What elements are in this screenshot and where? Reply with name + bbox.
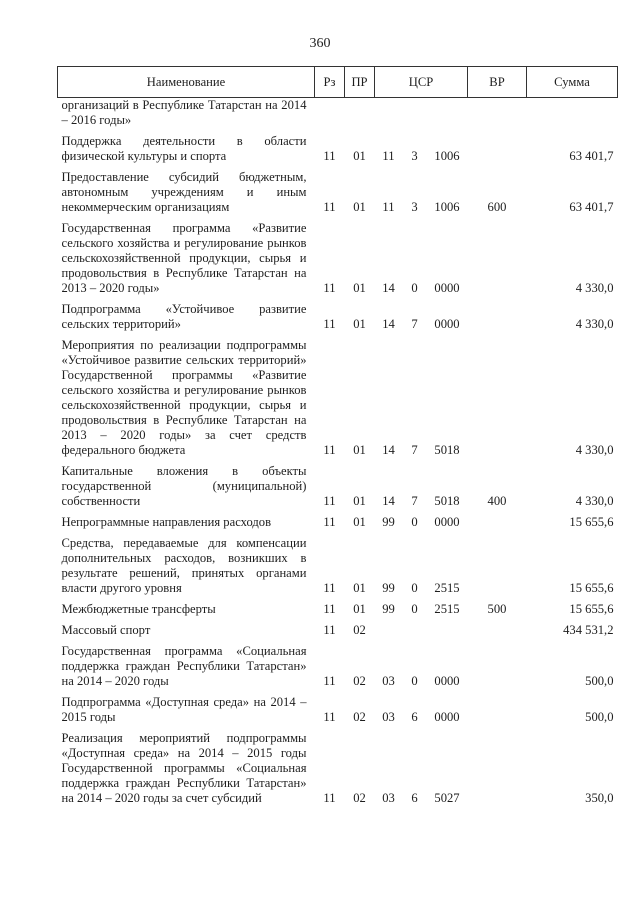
cell-pr: 01 [353, 443, 366, 457]
cell-name: Поддержка деятельности в области физической культуры и спорта [61, 134, 307, 163]
cell-c3: 0000 [434, 317, 460, 331]
cell-c2 [403, 617, 427, 638]
cell-c2: 7 [411, 494, 418, 508]
table-row [58, 458, 618, 509]
cell-name: Средства, передаваемые для компенсации дополнительных расходов, возникших в результате решений, принятых органами власти другого уровня [61, 536, 307, 595]
header-name: Наименование [58, 67, 315, 98]
cell-c1 [375, 617, 403, 638]
cell-name: Реализация мероприятий подпрограммы «Доступная среда» на 2014 – 2015 годы Государственной программы «Социальная поддержка граждан Республики Татарстан» на 2014 – 2020 годы за счет субсидий [61, 731, 307, 805]
cell-vr [468, 215, 527, 296]
cell-pr: 01 [353, 281, 366, 295]
cell-rz: 11 [323, 149, 336, 163]
cell-c3: 0000 [434, 710, 460, 724]
cell-c2: 3 [411, 200, 418, 214]
cell-c1 [375, 98, 403, 129]
cell-sum: 4 330,0 [575, 494, 614, 508]
cell-rz [315, 98, 345, 129]
cell-vr [468, 509, 527, 530]
table-row [58, 530, 618, 596]
cell-sum: 63 401,7 [569, 200, 614, 214]
cell-c2: 0 [411, 515, 418, 529]
cell-rz: 11 [323, 623, 336, 637]
table-row [58, 215, 618, 296]
cell-name: Капитальные вложения в объекты государственной (муниципальной) собственности [61, 464, 307, 508]
cell-c2: 0 [411, 674, 418, 688]
cell-c3 [427, 98, 468, 129]
cell-sum: 63 401,7 [569, 149, 614, 163]
cell-c3: 2515 [434, 581, 460, 595]
header-sum: Сумма [527, 67, 618, 98]
cell-sum: 15 655,6 [569, 602, 614, 616]
cell-c3: 0000 [434, 281, 460, 295]
cell-vr: 500 [487, 602, 507, 616]
cell-pr: 01 [353, 515, 366, 529]
cell-c3: 1006 [434, 200, 460, 214]
cell-name: Подпрограмма «Устойчивое развитие сельских территорий» [61, 302, 307, 331]
cell-vr [468, 530, 527, 596]
table-row [58, 617, 618, 638]
cell-c1: 14 [382, 494, 395, 508]
table-row [58, 596, 618, 617]
cell-name: Государственная программа «Развитие сельского хозяйства и регулирование рынков сельскохозяйственной продукции, сырья и продовольствия в Республике Татарстан на 2013 – 2020 годы» [61, 221, 307, 295]
cell-pr: 02 [353, 674, 366, 688]
cell-rz: 11 [323, 443, 336, 457]
cell-c3 [427, 617, 468, 638]
cell-c2: 7 [411, 443, 418, 457]
cell-pr: 01 [353, 494, 366, 508]
cell-c2: 3 [411, 149, 418, 163]
table-row [58, 98, 618, 129]
cell-sum: 15 655,6 [569, 515, 614, 529]
cell-c3: 5027 [434, 791, 460, 805]
cell-rz: 11 [323, 494, 336, 508]
cell-name: Государственная программа «Социальная поддержка граждан Республики Татарстан» на 2014 – 2020 годы [61, 644, 307, 688]
table-row [58, 638, 618, 689]
cell-c1: 11 [382, 149, 395, 163]
cell-vr [468, 638, 527, 689]
cell-rz: 11 [323, 200, 336, 214]
cell-vr: 600 [487, 200, 507, 214]
cell-vr: 400 [487, 494, 507, 508]
cell-pr: 02 [353, 623, 366, 637]
cell-name: Подпрограмма «Доступная среда» на 2014 – 2015 годы [61, 695, 307, 724]
cell-name: Непрограммные направления расходов [61, 515, 272, 529]
cell-rz: 11 [323, 317, 336, 331]
table-row [58, 128, 618, 164]
cell-sum: 4 330,0 [575, 317, 614, 331]
cell-rz: 11 [323, 602, 336, 616]
cell-c2: 0 [411, 602, 418, 616]
cell-sum: 350,0 [585, 791, 614, 805]
cell-pr: 01 [353, 149, 366, 163]
table-body [58, 98, 618, 807]
cell-c2: 0 [411, 281, 418, 295]
table-row [58, 725, 618, 806]
header-csr: ЦСР [375, 67, 468, 98]
cell-c3: 5018 [434, 443, 460, 457]
cell-pr: 02 [353, 791, 366, 805]
cell-pr: 02 [353, 710, 366, 724]
cell-c3: 0000 [434, 515, 460, 529]
cell-vr [468, 725, 527, 806]
cell-c3: 5018 [434, 494, 460, 508]
cell-name: Мероприятия по реализации подпрограммы «Устойчивое развитие сельских территорий» Государственной программы «Развитие сельского хозяйства и регулирование рынков сельскохозяйственной продукции, сырья и продовольствия в Республике Татарстан на 2013 – 2020 годы» за счет средств федерального бюджета [61, 338, 307, 457]
cell-sum: 500,0 [585, 710, 614, 724]
cell-c2: 6 [411, 791, 418, 805]
cell-vr [468, 128, 527, 164]
header-vr: ВР [468, 67, 527, 98]
cell-rz: 11 [323, 281, 336, 295]
cell-c1: 03 [382, 674, 395, 688]
cell-rz: 11 [323, 515, 336, 529]
cell-name: организаций в Республике Татарстан на 2014 – 2016 годы» [61, 98, 307, 127]
cell-sum: 434 531,2 [563, 623, 614, 637]
cell-pr: 01 [353, 200, 366, 214]
cell-c3: 0000 [434, 674, 460, 688]
table-row [58, 509, 618, 530]
table-row [58, 332, 618, 458]
cell-vr [468, 98, 527, 129]
cell-c1: 14 [382, 443, 395, 457]
cell-pr: 01 [353, 581, 366, 595]
table-row [58, 689, 618, 725]
budget-table [57, 66, 618, 806]
cell-sum: 4 330,0 [575, 281, 614, 295]
cell-vr [468, 332, 527, 458]
cell-vr [468, 689, 527, 725]
cell-name: Предоставление субсидий бюджетным, автономным учреждениям и иным некоммерческим организациям [61, 170, 307, 214]
cell-c1: 03 [382, 710, 395, 724]
cell-vr [468, 617, 527, 638]
cell-c1: 03 [382, 791, 395, 805]
page-number: 360 [309, 36, 331, 51]
cell-rz: 11 [323, 710, 336, 724]
cell-name: Массовый спорт [61, 623, 151, 637]
cell-rz: 11 [323, 674, 336, 688]
cell-c1: 11 [382, 200, 395, 214]
cell-sum: 4 330,0 [575, 443, 614, 457]
cell-sum [527, 98, 618, 129]
cell-rz: 11 [323, 791, 336, 805]
cell-vr [468, 296, 527, 332]
cell-sum: 500,0 [585, 674, 614, 688]
table-row [58, 296, 618, 332]
cell-pr [345, 98, 375, 129]
header-pr: ПР [345, 67, 375, 98]
cell-rz: 11 [323, 581, 336, 595]
cell-c2 [403, 98, 427, 129]
cell-sum: 15 655,6 [569, 581, 614, 595]
table-header [58, 67, 618, 98]
cell-c3: 1006 [434, 149, 460, 163]
cell-c1: 14 [382, 281, 395, 295]
budget-table-container [57, 66, 617, 806]
cell-c3: 2515 [434, 602, 460, 616]
cell-pr: 01 [353, 317, 366, 331]
cell-c1: 14 [382, 317, 395, 331]
cell-c2: 7 [411, 317, 418, 331]
table-row [58, 164, 618, 215]
cell-c2: 6 [411, 710, 418, 724]
cell-c2: 0 [411, 581, 418, 595]
cell-pr: 01 [353, 602, 366, 616]
cell-c1: 99 [382, 581, 395, 595]
cell-c1: 99 [382, 602, 395, 616]
header-rz: Рз [315, 67, 345, 98]
cell-c1: 99 [382, 515, 395, 529]
cell-name: Межбюджетные трансферты [61, 602, 216, 616]
